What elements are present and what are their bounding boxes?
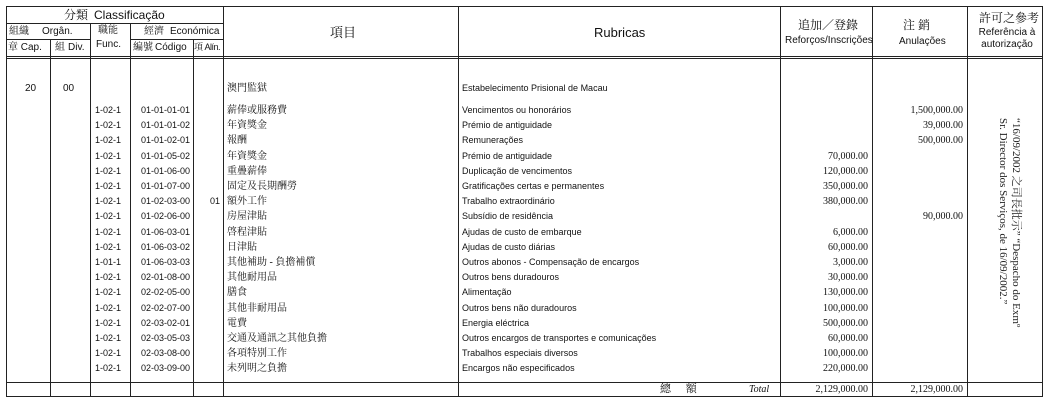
table-row	[0, 304, 1048, 319]
row-func: 1-02-1	[95, 363, 122, 373]
row-rubrica-pt: Trabalho extraordinário	[462, 196, 555, 206]
row-item-zh: 交通及通訊之其他負擔	[227, 333, 327, 344]
header-item-no: 項 Alín.	[194, 42, 221, 52]
row-func: 1-02-1	[95, 166, 122, 176]
row-item-zh: 膳食	[227, 287, 247, 298]
header-chapter: 章 Cap.	[8, 42, 42, 53]
row-reforco: 220,000.00	[823, 363, 868, 374]
row-func: 1-02-1	[95, 181, 122, 191]
row-anulacao: 39,000.00	[923, 120, 963, 131]
table-row	[0, 167, 1048, 182]
row-rubrica-pt: Duplicação de vencimentos	[462, 166, 573, 176]
table-row	[0, 334, 1048, 349]
header-classification-pt: Classificação	[94, 8, 165, 22]
row-rubrica-pt: Outros encargos de transportes e comunicações	[462, 333, 657, 343]
entity-division: 00	[63, 83, 75, 94]
row-item-zh: 日津貼	[227, 242, 257, 253]
row-rubrica-pt: Outros abonos - Compensação de encargos	[462, 257, 640, 267]
header-division-zh: 組	[55, 42, 65, 53]
rule-class-sub2	[6, 39, 90, 40]
total-label-pt: Total	[749, 384, 770, 395]
row-item-zh: 未列明之負擔	[227, 363, 287, 374]
row-rubrica-pt: Remunerações	[462, 135, 524, 145]
table-row	[0, 319, 1048, 334]
row-reforco: 500,000.00	[823, 318, 868, 329]
row-func: 1-02-1	[95, 227, 122, 237]
row-rubrica-pt: Trabalhos especiais diversos	[462, 348, 578, 358]
row-code: 01-01-01-01	[141, 105, 191, 115]
row-code: 02-01-08-00	[141, 272, 191, 282]
row-item-zh: 啓程津貼	[227, 227, 267, 238]
row-func: 1-02-1	[95, 272, 122, 282]
row-rubrica-pt: Outros bens duradouros	[462, 272, 560, 282]
row-anulacao: 500,000.00	[918, 135, 963, 146]
total-anulacao: 2,129,000.00	[910, 384, 963, 395]
row-rubrica-pt: Alimentação	[462, 287, 512, 297]
header-items-zh: 項目	[330, 25, 357, 40]
row-rubrica-pt: Subsídio de residência	[462, 211, 554, 221]
row-code: 01-02-06-00	[141, 211, 191, 221]
header-rubricas: Rubricas	[594, 25, 646, 40]
header-classification-zh: 分類	[64, 8, 89, 22]
row-code: 02-03-05-03	[141, 333, 191, 343]
row-code: 01-01-05-02	[141, 151, 191, 161]
row-rubrica-pt: Outros bens não duradouros	[462, 303, 577, 313]
entity-name-pt: Estabelecimento Prisional de Macau	[462, 83, 608, 93]
row-item-zh: 年資獎金	[227, 120, 267, 131]
table-row	[0, 273, 1048, 288]
row-rubrica-pt: Prémio de antiguidade	[462, 120, 553, 130]
row-func: 1-02-1	[95, 348, 122, 358]
rule-total-top	[6, 382, 1042, 383]
row-item-zh: 其他非耐用品	[227, 303, 287, 314]
row-reforco: 70,000.00	[828, 151, 868, 162]
header-reinforcements-pt: Reforços/Inscrições	[785, 35, 873, 46]
row-rubrica-pt: Vencimentos ou honorários	[462, 105, 572, 115]
authorization-note: “16/09/2002 之司長批示” “Despacho do Exmº Sr. Director dos Serviços, de 16/09/2002.”	[997, 118, 1022, 328]
row-func: 1-02-1	[95, 105, 122, 115]
row-func: 1-02-1	[95, 303, 122, 313]
row-code: 01-01-06-00	[141, 166, 191, 176]
row-reforco: 60,000.00	[828, 333, 868, 344]
row-anulacao: 1,500,000.00	[910, 105, 963, 116]
header-functional-zh: 職能	[98, 25, 118, 36]
row-code: 01-01-02-01	[141, 135, 191, 145]
table-row	[0, 152, 1048, 167]
row-code: 01-06-03-02	[141, 242, 191, 252]
row-func: 1-02-1	[95, 135, 122, 145]
row-func: 1-02-1	[95, 211, 122, 221]
row-func: 1-02-1	[95, 120, 122, 130]
header-authorization-pt: Referência à autorização	[978, 27, 1036, 50]
table-row	[0, 212, 1048, 227]
row-anulacao: 90,000.00	[923, 211, 963, 222]
row-code: 02-02-05-00	[141, 287, 191, 297]
table-row	[0, 288, 1048, 303]
row-code: 01-06-03-03	[141, 257, 191, 267]
row-item-zh: 電費	[227, 318, 247, 329]
row-reforco: 100,000.00	[823, 348, 868, 359]
row-item-zh: 其他補助 - 負擔補償	[227, 257, 316, 268]
rule-header-bottom	[6, 56, 1042, 57]
row-reforco: 3,000.00	[833, 257, 868, 268]
row-item-zh: 薪俸或服務費	[227, 105, 287, 116]
header-code-zh: 編號	[133, 42, 153, 53]
row-item-zh: 固定及長期酬勞	[227, 181, 297, 192]
table-row	[0, 136, 1048, 151]
entity-name-zh: 澳門監獄	[227, 83, 267, 94]
header-organ-zh: 組織	[9, 26, 29, 37]
row-reforco: 6,000.00	[833, 227, 868, 238]
row-item-zh: 房屋津貼	[227, 211, 267, 222]
table-row	[0, 364, 1048, 379]
table-row	[0, 243, 1048, 258]
row-code: 02-03-08-00	[141, 348, 191, 358]
row-code: 01-01-07-00	[141, 181, 191, 191]
row-reforco: 350,000.00	[823, 181, 868, 192]
row-code: 01-06-03-01	[141, 227, 191, 237]
row-code: 02-03-02-01	[141, 318, 191, 328]
row-reforco: 380,000.00	[823, 196, 868, 207]
row-rubrica-pt: Gratificações certas e permanentes	[462, 181, 605, 191]
header-reinforcements-zh: 追加／登錄	[798, 18, 859, 32]
row-reforco: 100,000.00	[823, 303, 868, 314]
row-reforco: 30,000.00	[828, 272, 868, 283]
row-func: 1-02-1	[95, 151, 122, 161]
table-row	[0, 121, 1048, 136]
table-row	[0, 228, 1048, 243]
table-row	[0, 106, 1048, 121]
row-func: 1-02-1	[95, 196, 122, 206]
rule-top	[6, 6, 1042, 7]
total-label-zh: 總 額	[660, 383, 703, 395]
rule-header-thick	[6, 58, 1042, 59]
table-row	[0, 182, 1048, 197]
row-item-zh: 年資獎金	[227, 151, 267, 162]
header-economic-zh: 經濟	[144, 26, 164, 37]
table-row	[0, 349, 1048, 364]
row-item-zh: 各項特別工作	[227, 348, 287, 359]
row-reforco: 60,000.00	[828, 242, 868, 253]
row-reforco: 130,000.00	[823, 287, 868, 298]
header-functional-pt: Func.	[96, 39, 122, 50]
row-func: 1-01-1	[95, 257, 122, 267]
row-item-zh: 額外工作	[227, 196, 267, 207]
total-reforco: 2,129,000.00	[815, 384, 868, 395]
header-code-pt: Código	[155, 42, 187, 53]
row-reforco: 120,000.00	[823, 166, 868, 177]
row-code: 01-01-01-02	[141, 120, 191, 130]
row-item-zh: 報酬	[227, 135, 247, 146]
rule-class-sub3	[130, 39, 223, 40]
row-func: 1-02-1	[95, 287, 122, 297]
row-rubrica-pt: Prémio de antiguidade	[462, 151, 553, 161]
row-func: 1-02-1	[95, 242, 122, 252]
header-authorization-zh: 許可之參考	[979, 11, 1040, 25]
row-alin: 01	[210, 196, 221, 206]
row-rubrica-pt: Ajudas de custo diárias	[462, 242, 556, 252]
entity-chapter: 20	[25, 83, 37, 94]
header-economic-pt: Económica	[170, 26, 220, 37]
row-func: 1-02-1	[95, 333, 122, 343]
row-item-zh: 重疊薪俸	[227, 166, 267, 177]
table-row	[0, 197, 1048, 212]
header-cancellations-zh: 注 銷	[903, 18, 931, 32]
row-item-zh: 其他耐用品	[227, 272, 277, 283]
table-row	[0, 258, 1048, 273]
rule-bottom	[6, 396, 1042, 397]
row-func: 1-02-1	[95, 318, 122, 328]
row-code: 02-02-07-00	[141, 303, 191, 313]
row-code: 01-02-03-00	[141, 196, 191, 206]
row-code: 02-03-09-00	[141, 363, 191, 373]
row-rubrica-pt: Encargos não especificados	[462, 363, 575, 373]
row-rubrica-pt: Energia eléctrica	[462, 318, 530, 328]
header-division-pt: Div.	[68, 42, 85, 53]
header-organ-pt: Orgân.	[42, 26, 73, 37]
header-cancellations-pt: Anulações	[899, 36, 946, 47]
row-rubrica-pt: Ajudas de custo de embarque	[462, 227, 582, 237]
rule-class-sub1	[6, 23, 223, 24]
